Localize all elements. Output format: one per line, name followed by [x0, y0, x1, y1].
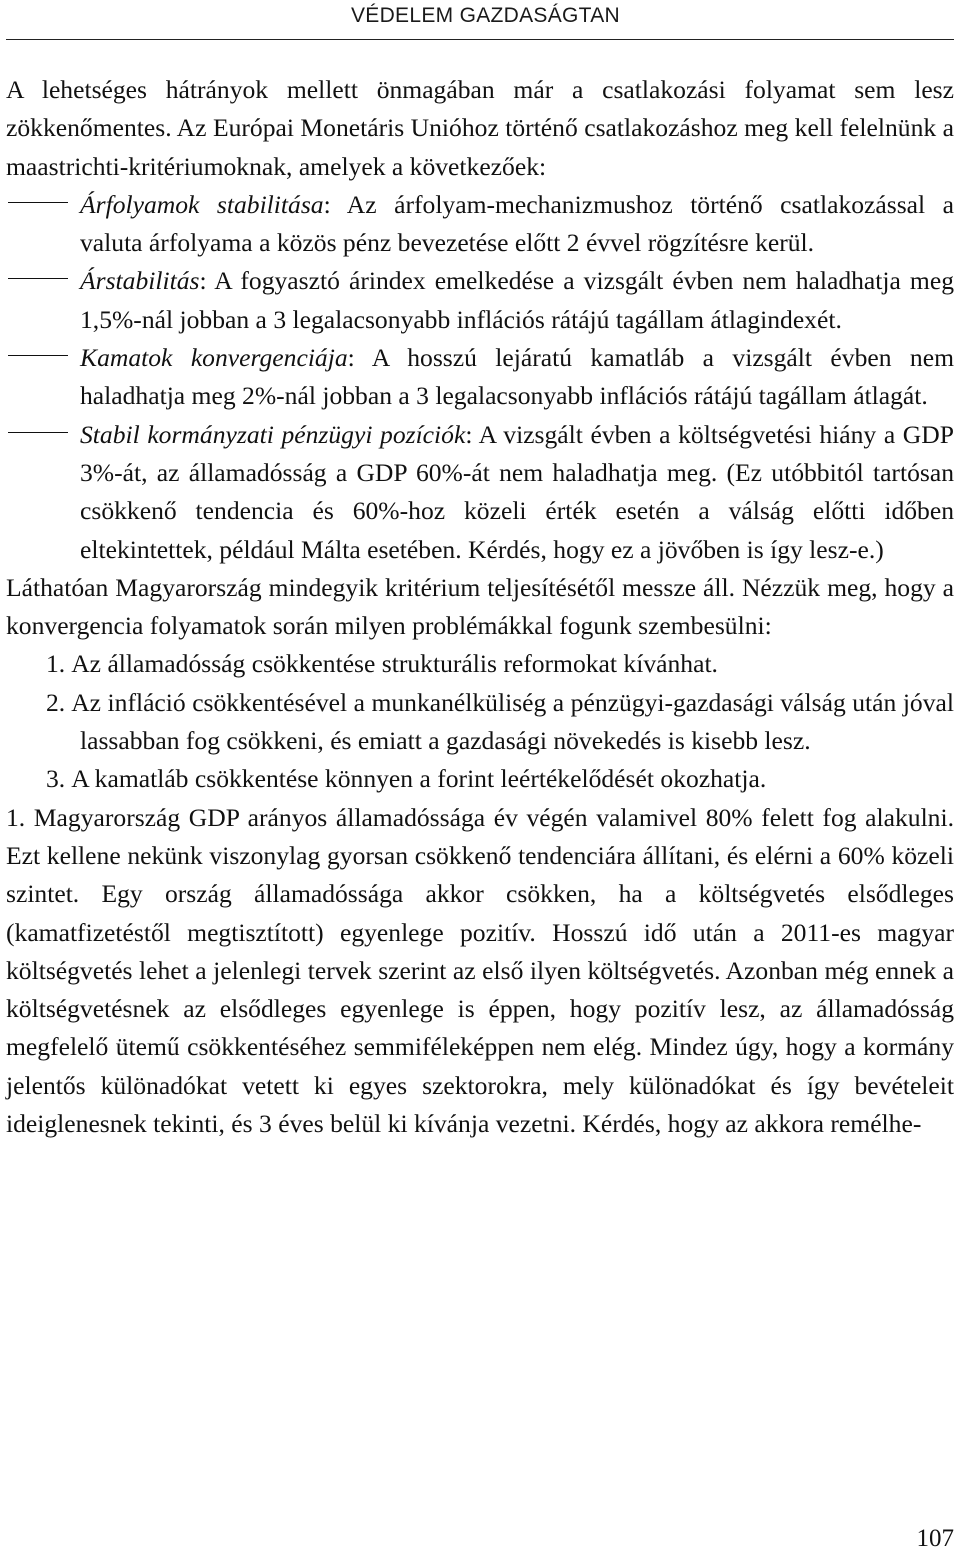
numbered-item [6, 684, 954, 761]
criterion-text: : A vizsgált évben a költségvetési hiány a GDP 3%-át, az államadósság a GDP 60%-át nem haladhatja meg. (Ez utóbbitól tartósan csökkenő tendencia és 60%-hoz közeli érték esetén a válság előtti időben eltekintettek, például Málta esetében. Kérdés, hogy ez a jövőben is így lesz-e.) [80, 419, 954, 564]
running-header-title: VÉDELEM GAZDASÁGTAN [350, 4, 620, 27]
criterion-text: : Az árfolyam-mechanizmushoz történő csatlakozással a valuta árfolyama a közös pénz bevezetése előtt 2 évvel rögzítésre kerül. [80, 189, 955, 258]
item-number: 2. [46, 687, 66, 717]
criterion-item [6, 186, 954, 263]
criterion-item [6, 262, 954, 339]
em-dash-marker [8, 278, 68, 280]
em-dash-marker [8, 355, 68, 357]
criterion-item [6, 339, 954, 416]
criterion-title: Kamatok konvergenciája [80, 343, 348, 373]
em-dash-marker [8, 432, 68, 434]
running-header [0, 0, 960, 40]
summary-paragraph: Láthatóan Magyarország mindegyik kritérium teljesítésétől messze áll. Nézzük meg, hogy a konvergencia folyamatok során milyen problémákkal fogunk szembesülni: [6, 572, 954, 641]
item-number: 3. [46, 764, 66, 794]
intro-paragraph: A lehetséges hátrányok mellett önmagában már a csatlakozási folyamat sem lesz zökkenőmentes. Az Európai Monetáris Unióhoz történő csatlakozáshoz meg kell felelnünk a maastrichti-kritériumoknak, amelyek a következőek: [6, 75, 954, 181]
page-body [6, 71, 954, 1143]
criterion-title: Árfolyamok stabilitása [80, 189, 324, 219]
criterion-title: Árstabilitás [80, 266, 200, 296]
criterion-text: : A hosszú lejáratú kamatláb a vizsgált évben nem haladhatja meg 2%-nál jobban a 3 legalacsonyabb inflációs rátájú tagállam átlagát. [80, 343, 954, 411]
criterion-text: : A fogyasztó árindex emelkedése a vizsgált évben nem haladhatja meg 1,5%-nál jobban a 3 legalacsonyabb inflációs rátájú tagállam átlagindexét. [80, 266, 954, 334]
criterion-item [6, 416, 954, 569]
item-text: Az infláció csökkentésével a munkanélküliség a pénzügyi-gazdasági válság után jóval lassabban fog csökkeni, és emiatt a gazdasági növekedés is kisebb lesz. [71, 687, 954, 756]
numbered-item [6, 645, 954, 683]
criterion-title: Stabil kormányzati pénzügyi pozíciók [80, 419, 466, 449]
final-paragraph: 1. Magyarország GDP arányos államadóssága év végén valamivel 80% felett fog alakulni. Ezt kellene nekünk viszonylag gyorsan csökkenő tendenciára állítani, és elérni a 60% közeli szintet. Egy ország államadóssága akkor csökken, ha a költségvetés elsődleges (kamatfizetéstől megtisztított) egyenlege pozitív. Hosszú idő után a 2011-es magyar költségvetés lehet a jelenlegi tervek szerint az első ilyen költségvetés. Azonban még ennek a költségvetésnek az elsődleges egyenlege is éppen, hogy pozitív lesz, az államadósság megfelelő ütemű csökkentéséhez semmiféleképpen nem elég. Mindez úgy, hogy a kormány jelentős különadókat vetett ki egyes szektorokra, mely különadókat és így bevételeit ideiglenesnek tekinti, és 3 éves belül ki kívánja vezetni. Kérdés, hogy az akkora remélhe- [6, 802, 954, 1139]
numbered-item [6, 760, 954, 798]
item-text: Az államadósság csökkentése strukturális reformokat kívánhat. [71, 649, 718, 679]
page-number: 107 [916, 1525, 954, 1552]
item-number: 1. [46, 649, 66, 679]
item-text: A kamatláb csökkentése könnyen a forint leértékelődését okozhatja. [71, 764, 767, 794]
em-dash-marker [8, 202, 68, 204]
header-rule [6, 39, 954, 40]
